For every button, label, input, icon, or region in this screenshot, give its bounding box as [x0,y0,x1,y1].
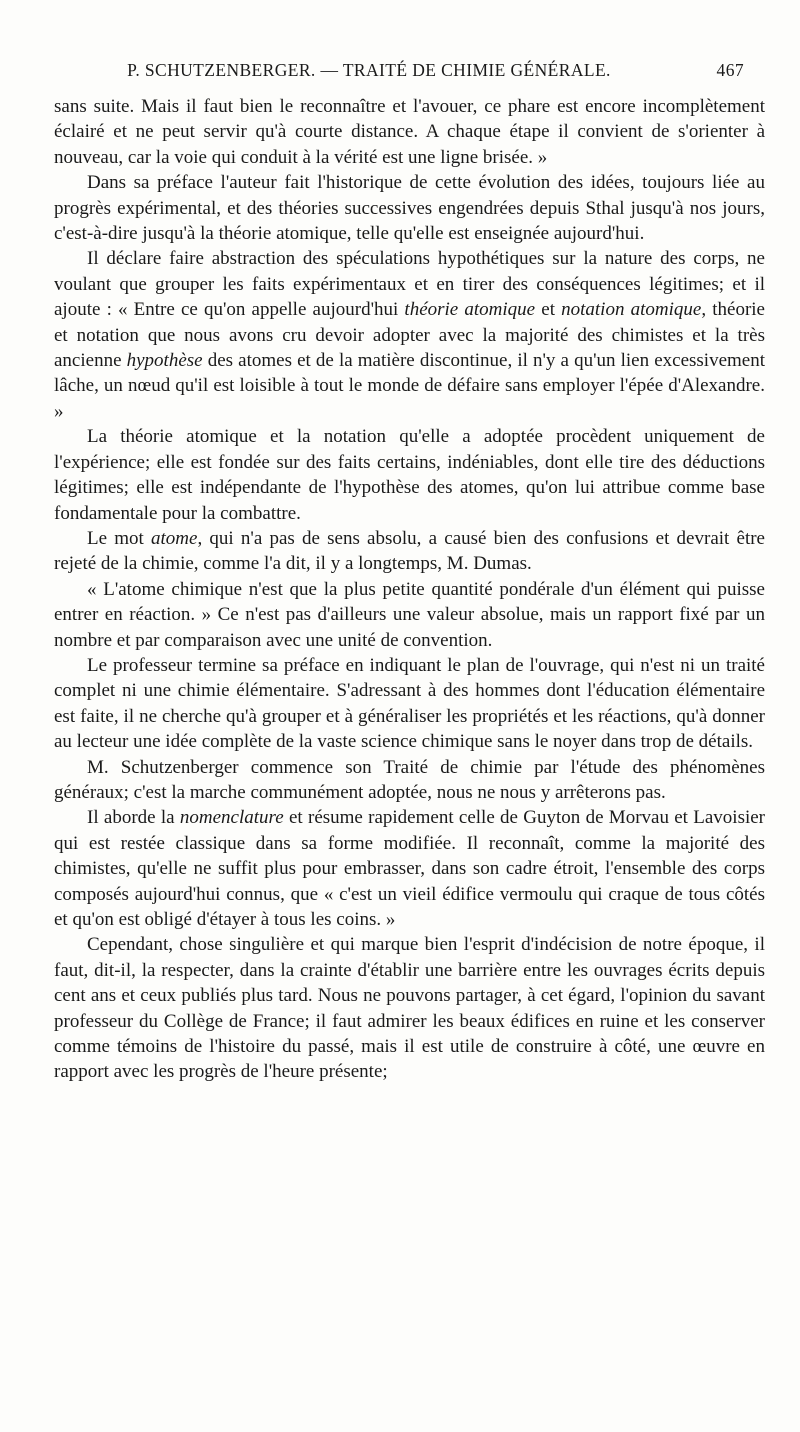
paragraph: Il aborde la nomenclature et résume rapidement celle de Guyton de Morvau et Lavoisier qui est restée classique dans sa forme modifiée. Il reconnaît, comme la majorité des chimistes, qu'elle ne suffit plus pour embrasser, dans son cadre étroit, l'ensemble des corps composés aujourd'hui connus, que « c'est un vieil édifice vermoulu qui craque de tous côtés et qu'on est obligé d'étayer à tous les coins. » [54,807,766,930]
paragraph: Cependant, chose singulière et qui marque bien l'esprit d'indécision de notre époque, il faut, dit-il, la respecter, dans la crainte d'établir une barrière entre les ouvrages écrits depuis cent ans et ceux publiés plus tard. Nous ne pouvons partager, à cet égard, l'opinion du savant professeur du Collège de France; il faut admirer les beaux édifices en ruine et les conserver comme témoins de l'histoire du passé, mais il est utile de construire à côté, une œuvre en rapport avec les progrès de l'heure présente; [54,934,765,1083]
running-head [54,60,744,88]
paragraph: Dans sa préface l'auteur fait l'historique de cette évolution des idées, toujours liée au progrès expérimental, et des théories successives engendrées depuis Sthal jusqu'à nos jours, c'est-à-dire jusqu'à la théorie atomique, telle qu'elle est enseignée aujourd'hui. [54,172,765,245]
body-text [54,94,765,1085]
paragraph: M. Schutzenberger commence son Traité de chimie par l'étude des phénomènes généraux; c'est la marche communément adoptée, nous ne nous y arrêterons pas. [54,756,765,803]
italic-term: hypothèse [126,350,203,372]
italic-term: atome [151,527,198,549]
paragraph: Le professeur termine sa préface en indiquant le plan de l'ouvrage, qui n'est ni un traité complet ni une chimie élémentaire. S'adressant à des hommes dont l'éducation élémentaire est faite, il ne cherche qu'à grouper et à généraliser les propriétés et les réactions, qu'à donner au lecteur une idée complète de la vaste science chimique sans le noyer dans trop de détails. [54,654,765,753]
italic-term: théorie atomique [404,299,536,321]
paragraph: Il déclare faire abstraction des spéculations hypothétiques sur la nature des corps, ne voulant que grouper les faits expérimentaux et en tirer des conséquences légitimes; et il ajoute : « Entre ce qu'on appelle aujourd'hui théorie atomique et notation atomique, théorie et notation que nous avons cru devoir adopter avec la majorité des chimistes et la très ancienne hypothèse des atomes et de la matière discontinue, il n'y a qu'un lien excessivement lâche, un nœud qu'il est loisible à tout le monde de défaire sans employer l'épée d'Alexandre. » [54,248,765,422]
paragraph: « L'atome chimique n'est que la plus petite quantité pondérale d'un élément qui puisse entrer en réaction. » Ce n'est pas d'ailleurs une valeur absolue, mais un rapport fixé par un nombre et par comparaison avec une unité de convention. [54,578,765,651]
paragraph: Le mot atome, qui n'a pas de sens absolu, a causé bien des confusions et devrait être rejeté de la chimie, comme l'a dit, il y a longtemps, M. Dumas. [54,527,765,575]
page-number: 467 [716,60,744,80]
running-title: P. SCHUTZENBERGER. — TRAITÉ DE CHIMIE GÉNÉRALE. [127,60,611,80]
italic-term: notation atomique [561,299,702,321]
italic-term: nomenclature [179,807,284,829]
paragraph: sans suite. Mais il faut bien le reconnaître et l'avouer, ce phare est encore incomplètement éclairé et ne peut servir qu'à courte distance. A chaque étape il convient de s'orienter à nouveau, car la voie qui conduit à la vérité est une ligne brisée. » [54,96,765,168]
paragraph: La théorie atomique et la notation qu'elle a adoptée procèdent uniquement de l'expérience; elle est fondée sur des faits certains, indéniables, dont elle tire des déductions légitimes; elle est indépendante de l'hypothèse des atomes, qu'on lui attribue comme base fondamentale pour la combattre. [54,426,765,524]
